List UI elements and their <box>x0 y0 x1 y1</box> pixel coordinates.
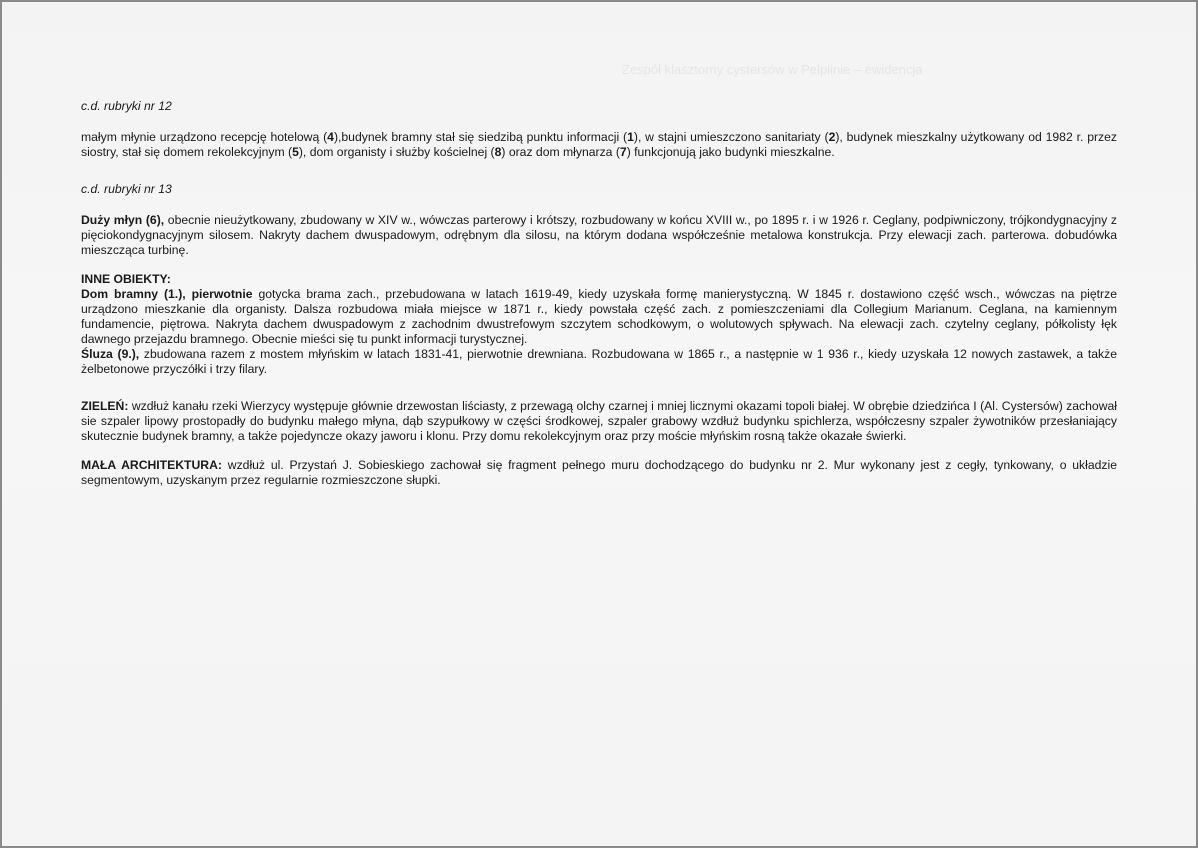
paragraph-text: wzdłuż kanału rzeki Wierzycy występuje głównie drzewostan liściasty, z przewagą olchy czarnej i mniej licznymi okazami topoli białej. W obrębie dziedzińca I (Al. Cystersów) zachował sie szpaler lipowy prostopadły do budynku małego młyna, dąb szypułkowy w części środkowej, szpaler grabowy wzdłuż budynku spichlerza, współczesny szpaler żywotników przesłaniający skutecznie budynek bramny, a także pojedyncze okazy jaworu i klonu. Przy domu rekolekcyjnym oraz przy moście młyńskim rosną także okazałe świerki. <box>81 399 1117 443</box>
bleed-through-text: Zespół klasztorny cystersów w Pelplinie – ewidencja <box>622 62 923 77</box>
section-inne-obiekty <box>81 272 1117 377</box>
text-run: małym młynie urządzono recepcję hotelową ( <box>81 130 328 144</box>
text-run: ), budynek mieszkalny użytkowany od 1982 r. przez siostry, stał się domem rekolekcyjnym ( <box>81 130 1117 159</box>
section-zielen <box>81 399 1117 444</box>
text-run: ), w stajni umieszczono sanitariaty ( <box>633 130 829 144</box>
bold-lead: ZIELEŃ: <box>81 399 129 413</box>
ref-number: 4 <box>327 130 334 144</box>
section-heading: c.d. rubryki nr 13 <box>81 182 172 196</box>
ref-number: 7 <box>619 145 627 159</box>
ref-number: 8 <box>494 145 502 159</box>
section-rubric-13 <box>81 182 1117 258</box>
section-heading: c.d. rubryki nr 12 <box>81 99 172 113</box>
section-rubric-12 <box>81 99 1117 160</box>
document-content <box>81 99 1117 488</box>
paragraph-dom-bramny <box>81 287 1117 347</box>
ref-number: 5 <box>292 145 299 159</box>
text-run: ),budynek bramny stał się siedzibą punktu informacji ( <box>333 130 628 144</box>
section-heading-bold: INNE OBIEKTY: <box>81 272 171 286</box>
text-run: ), dom organisty i służby kościelnej ( <box>298 145 495 159</box>
paragraph-mala-architektura <box>81 458 1117 488</box>
paragraph-text: gotycka brama zach., przebudowana w latach 1619-49, kiedy uzyskała formę manierystyczną. W 1845 r. dostawiono część wsch., wówczas na piętrze urządzono mieszkanie dla organisty. Dalsza rozbudowa miała miejsce w 1871 r., kiedy powstała część zach. z pomieszczeniami dla Collegium Marianum. Ceglana, na kamiennym fundamencie, piętrowa. Nakryta dachem dwuspadowym z zachodnim dwustrefowym szczytem schodkowym, o wolutowych spływach. Na elewacji zach. czytelny ceglany, półkolisty łęk dawnego przejazdu bramnego. Obecnie mieści się tu punkt informacji turystycznej. <box>81 287 1117 346</box>
bold-lead: Śluza (9.), <box>81 347 140 361</box>
bold-lead: MAŁA ARCHITEKTURA: <box>81 458 222 472</box>
bold-lead: Dom bramny (1.), pierwotnie <box>81 287 253 301</box>
text-run: ) oraz dom młynarza ( <box>501 145 620 159</box>
paragraph-text: zbudowana razem z mostem młyńskim w latach 1831-41, pierwotnie drewniana. Rozbudowana w 1865 r., a następnie w 1 936 r., kiedy uzyskała 12 nowych zastawek, a także żelbetonowe przyczółki i trzy filary. <box>81 347 1118 376</box>
ref-number: 1 <box>627 130 634 144</box>
paragraph-text: obecnie nieużytkowany, zbudowany w XIV w., wówczas parterowy i krótszy, rozbudowany w końcu XVIII w., po 1895 r. i w 1926 r. Ceglany, podpiwniczony, trójkondygnacyjny z pięciokondygnacyjnym silosem. Nakryty dachem dwuspadowym, odrębnym dla silosu, na którym dodana współcześnie metalowa konstrukcja. Przy elewacji zach. parterowa. dobudówka mieszcząca turbinę. <box>81 213 1117 257</box>
text-run: ) funkcjonują jako budynki mieszkalne. <box>626 145 835 159</box>
paragraph-sluza <box>81 347 1117 377</box>
paragraph-text: wzdłuż ul. Przystań J. Sobieskiego zachował się fragment pełnego muru dochodzącego do budynku nr 2. Mur wykonany jest z cegły, tynkowany, o układzie segmentowym, uzyskanym przez regularnie rozmieszczone słupki. <box>81 458 1117 487</box>
section-mala-architektura <box>81 458 1117 488</box>
paragraph-duzy-mlyn <box>81 213 1117 258</box>
ref-number: 2 <box>828 130 836 144</box>
paragraph-zielen <box>81 399 1117 444</box>
paragraph <box>81 130 1117 160</box>
bold-lead: Duży młyn (6), <box>81 213 165 227</box>
